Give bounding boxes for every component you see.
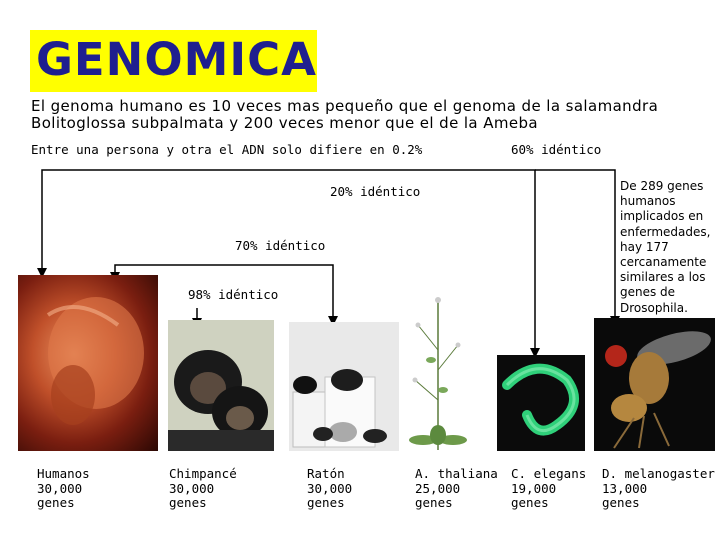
c-elegans-image: [497, 355, 585, 451]
caption-c-elegans: [511, 467, 586, 511]
organism-name: A. thaliana: [415, 466, 498, 481]
caption-chimpanzee: [169, 467, 237, 511]
caption-humans: [37, 467, 90, 511]
mouse-image: [289, 322, 399, 451]
organism-name: C. elegans: [511, 466, 587, 481]
gene-unit: genes: [602, 495, 640, 510]
label-98-identical: 98% idéntico: [188, 287, 279, 302]
organism-name: D. melanogaster: [602, 466, 715, 481]
gene-count: 30,000: [37, 480, 83, 496]
gene-count: 30,000: [307, 480, 353, 496]
chimpanzee-drawing: [168, 320, 274, 451]
gene-unit: genes: [37, 495, 75, 510]
label-60-identical: 60% idéntico: [511, 142, 602, 157]
gene-count: 30,000: [169, 480, 215, 496]
intro-line-2: Bolitoglossa subpalmata y 200 veces menor que el de la Ameba: [31, 114, 539, 132]
label-20-identical: 20% idéntico: [330, 184, 421, 199]
label-70-identical: 70% idéntico: [235, 238, 326, 253]
page-title: GENOMICA: [36, 33, 317, 86]
chimpanzee-image: [168, 320, 274, 451]
human-fetus-image: [18, 275, 158, 451]
organism-name: Humanos: [37, 466, 90, 481]
arabidopsis-drawing: [403, 290, 473, 455]
gene-count: 19,000: [511, 480, 557, 496]
caption-mouse: [307, 467, 352, 511]
organism-name: Ratón: [307, 466, 345, 481]
fly-drawing: [594, 318, 715, 451]
intro-line-1: El genoma humano es 10 veces mas pequeño que el genoma de la salamandra: [31, 97, 659, 115]
drosophila-image: [594, 318, 715, 451]
human-fetus-drawing: [18, 275, 158, 451]
worm-drawing: [497, 355, 585, 451]
connector-20: [535, 170, 615, 320]
gene-count: 13,000: [602, 480, 648, 496]
arabidopsis-image: [403, 290, 473, 455]
drosophila-note: De 289 genes humanos implicados en enfermedades, hay 177 cercanamente similares a los genes de Drosophila.: [620, 179, 711, 315]
organism-name: Chimpancé: [169, 466, 237, 481]
caption-arabidopsis: [415, 467, 498, 511]
gene-unit: genes: [169, 495, 207, 510]
caption-drosophila: [602, 467, 715, 511]
gene-unit: genes: [511, 495, 549, 510]
gene-unit: genes: [307, 495, 345, 510]
gene-unit: genes: [415, 495, 453, 510]
mice-drawing: [289, 322, 399, 451]
adn-difference-note: Entre una persona y otra el ADN solo difiere en 0.2%: [31, 142, 423, 157]
gene-count: 25,000: [415, 480, 461, 496]
